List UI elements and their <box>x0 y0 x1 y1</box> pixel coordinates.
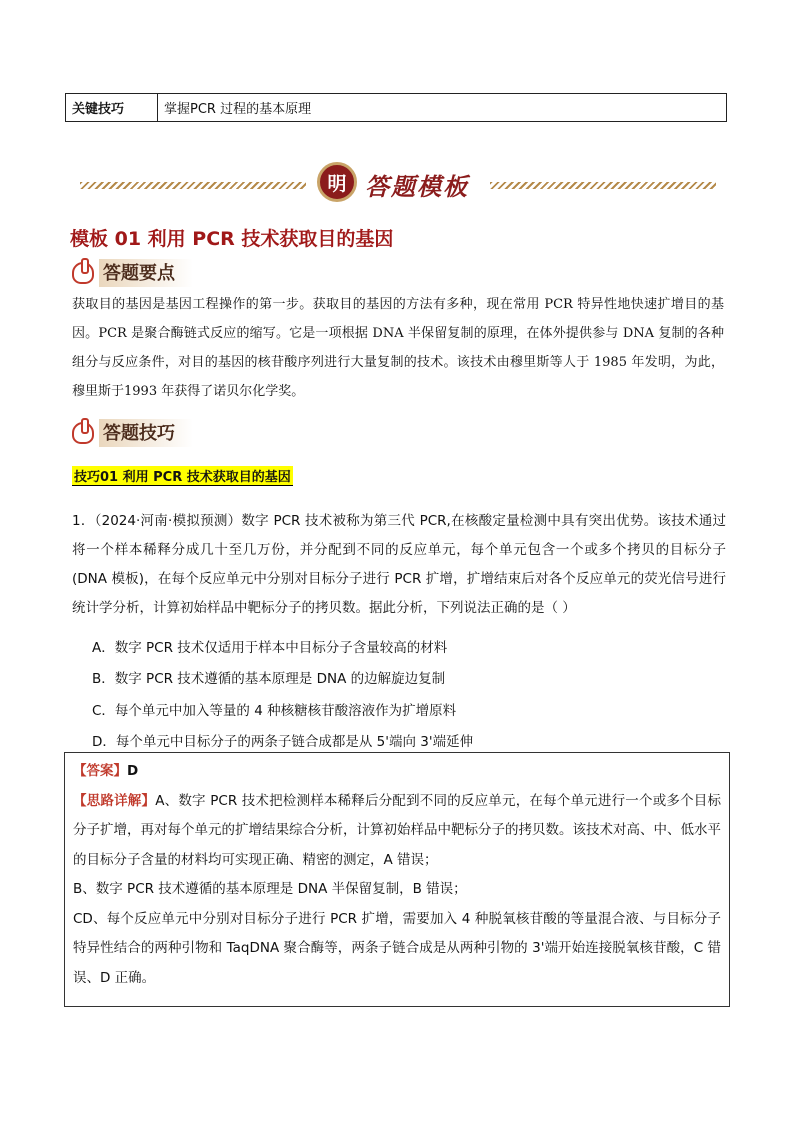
answer-tag: 【答案】 <box>73 763 127 779</box>
section-answer-tips <box>72 419 193 447</box>
option-a: A．数字 PCR 技术仅适用于样本中目标分子含量较高的材料 <box>92 640 448 656</box>
question-stem: 1．（2024·河南·模拟预测）数字 PCR 技术被称为第三代 PCR,在核酸定量检测中具有突出优势。该技术通过将一个样本稀释分成几十至几万份，并分配到不同的反应单元，每个单元包含一个或多个拷贝的目标分子(DNA 模板)，在每个反应单元中分别对目标分子进行 PCR 扩增，扩增结束后对各个反应单元的荧光信号进行统计学分析，计算初始样品中靶标分子的拷贝数。据此分析，下列说法正确的是（ ） <box>72 513 726 616</box>
section-answer-points <box>72 259 193 287</box>
template-title: 模板 01 利用 PCR 技术获取目的基因 <box>70 228 394 250</box>
answer-value: D <box>127 763 139 779</box>
banner-seal: 明 <box>317 162 357 202</box>
section-answer-tips-label: 答题技巧 <box>99 419 193 447</box>
option-d: D．每个单元中目标分子的两条子链合成都是从 5'端向 3'端延伸 <box>92 734 474 750</box>
detail-tag: 【思路详解】 <box>73 792 156 809</box>
option-c: C．每个单元中加入等量的 4 种核糖核苷酸溶液作为扩增原料 <box>92 703 457 719</box>
answer-box <box>64 752 730 1007</box>
key-skill-value: 掌握PCR 过程的基本原理 <box>164 102 312 117</box>
key-skill-table <box>65 93 727 122</box>
detail-cd: CD、每个反应单元中分别对目标分子进行 PCR 扩增，需要加入 4 种脱氧核苷酸的等量混合液、与目标分子特异性结合的两种引物和 TaqDNA 聚合酶等，两条子链合成是从两种引物的 3'端开始连接脱氧核苷酸，C 错误、D 正确。 <box>73 910 721 986</box>
answer-line <box>73 757 721 787</box>
pointing-hand-icon <box>72 262 94 284</box>
detail-b: B、数字 PCR 技术遵循的基本原理是 DNA 半保留复制，B 错误； <box>73 881 467 897</box>
banner-stripe-left <box>80 182 306 189</box>
option-b: B．数字 PCR 技术遵循的基本原理是 DNA 的边解旋边复制 <box>92 671 446 687</box>
banner-title: 答题模板 <box>365 172 469 201</box>
banner-stripe-right <box>490 182 716 189</box>
key-skill-label: 关键技巧 <box>66 94 158 121</box>
detail-a <box>73 787 721 876</box>
answer-points-paragraph: 获取目的基因是基因工程操作的第一步。获取目的基因的方法有多种，现在常用 PCR 特异性地快速扩增目的基因。PCR 是聚合酶链式反应的缩写。它是一项根据 DNA 半保留复制的原理，在体外提供参与 DNA 复制的各种组分与反应条件，对目的基因的核苷酸序列进行大量复制的技术。该技术由穆里斯等人于 1985 年发明，为此，穆里斯于1993 年获得了诺贝尔化学奖。 <box>72 297 724 399</box>
tip-heading: 技巧01 利用 PCR 技术获取目的基因 <box>72 466 293 486</box>
pointing-hand-icon <box>72 422 94 444</box>
section-answer-points-label: 答题要点 <box>99 259 193 287</box>
answer-template-banner <box>80 162 716 206</box>
detail-a-text: A、数字 PCR 技术把检测样本稀释后分配到不同的反应单元，在每个单元进行一个或多个目标分子扩增，再对每个单元的扩增结果综合分析，计算初始样品中靶标分子的拷贝数。该技术对高、中、低水平的目标分子含量的材料均可实现正确、精密的测定，A 错误； <box>73 792 722 868</box>
